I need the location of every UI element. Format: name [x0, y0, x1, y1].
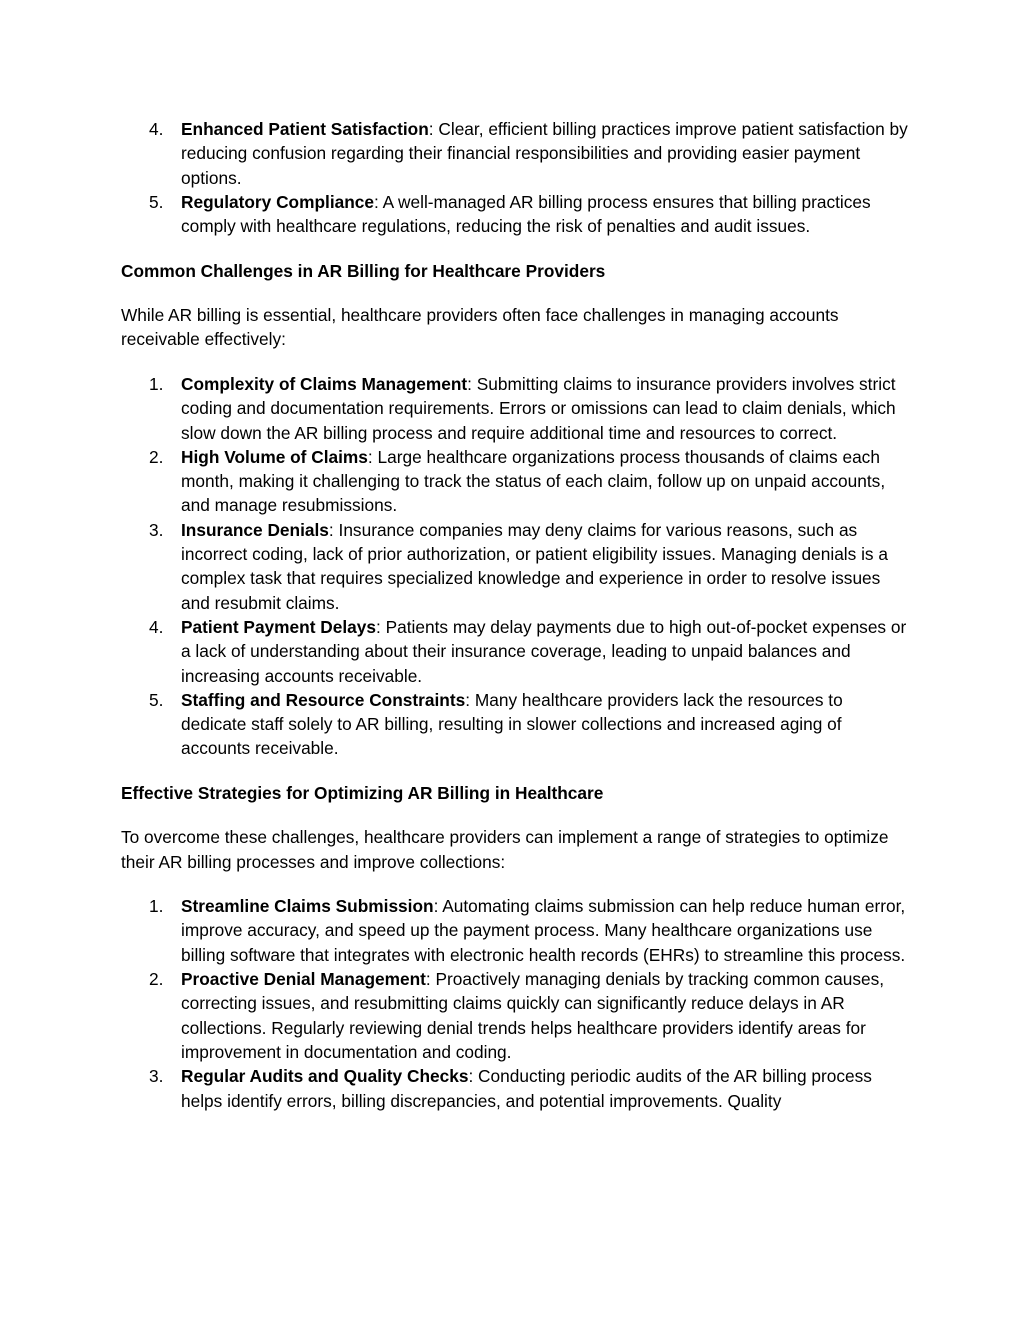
- strategies-intro: To overcome these challenges, healthcare providers can implement a range of strategies to optimize their AR billing processes and improve collections:: [121, 827, 889, 872]
- challenges-intro: While AR billing is essential, healthcare providers often face challenges in managing accounts receivable effectively:: [121, 305, 839, 350]
- document-page: [121, 117, 911, 1113]
- section-heading-challenges: Common Challenges in AR Billing for Healthcare Providers: [121, 260, 606, 281]
- list-text: : A well-managed AR billing process ensures that billing practices comply with healthcare regulations, reducing the risk of penalties and audit issues.: [181, 191, 871, 237]
- list-number: 1.: [149, 896, 164, 917]
- list-text: : Insurance companies may deny claims for various reasons, such as incorrect coding, lack of prior authorization, or patient eligibility issues. Managing denials is a complex task that requires specialized knowledge and experience in order to resolve issues and resubmit claims.: [181, 519, 888, 613]
- list-number: 5.: [149, 191, 164, 212]
- list-text: : Patients may delay payments due to high out-of-pocket expenses or a lack of understanding about their insurance coverage, leading to unpaid balances and increasing accounts receivable.: [181, 616, 907, 686]
- list-number: 4.: [149, 119, 164, 139]
- list-term: Enhanced Patient Satisfaction: [181, 119, 429, 139]
- list-item: [121, 967, 911, 1064]
- list-term: Insurance Denials: [181, 519, 329, 540]
- list-text: : Conducting periodic audits of the AR billing process helps identify errors, billing discrepancies, and potential improvements. Quality: [181, 1066, 872, 1111]
- list-item: [121, 615, 911, 688]
- list-item: [121, 190, 911, 239]
- list-text: : Proactively managing denials by tracking common causes, correcting issues, and resubmitting claims quickly can significantly reduce delays in AR collections. Regularly reviewing denial trends helps healthcare providers identify areas for improvement in documentation and coding.: [181, 969, 885, 1062]
- list-number: 3.: [149, 519, 164, 540]
- strategies-list: [121, 894, 911, 1113]
- list-item: [121, 117, 911, 190]
- list-term: Staffing and Resource Constraints: [181, 689, 466, 710]
- list-text: : Many healthcare providers lack the resources to dedicate staff solely to AR billing, resulting in slower collections and increased aging of accounts receivable.: [181, 689, 843, 759]
- list-text: : Large healthcare organizations process thousands of claims each month, making it challenging to track the status of each claim, follow up on unpaid accounts, and manage resubmissions.: [181, 446, 886, 516]
- list-term: High Volume of Claims: [181, 446, 368, 467]
- list-item: [121, 518, 911, 615]
- list-term: Complexity of Claims Management: [181, 373, 468, 394]
- list-item: [121, 372, 911, 445]
- list-term: Regular Audits and Quality Checks: [181, 1066, 469, 1087]
- list-number: 2.: [149, 969, 164, 990]
- list-number: 3.: [149, 1066, 164, 1087]
- section-heading-strategies: Effective Strategies for Optimizing AR Billing in Healthcare: [121, 782, 604, 803]
- list-term: Patient Payment Delays: [181, 616, 376, 637]
- list-item: [121, 1064, 911, 1113]
- list-number: 5.: [149, 689, 164, 710]
- list-text: : Submitting claims to insurance providers involves strict coding and documentation requirements. Errors or omissions can lead to claim denials, which slow down the AR billing process and require additional time and resources to correct.: [181, 373, 896, 443]
- list-item: [121, 688, 911, 761]
- list-text: : Clear, efficient billing practices improve patient satisfaction by reducing confusion regarding their financial responsibilities and providing easier payment options.: [181, 119, 908, 188]
- list-term: Streamline Claims Submission: [181, 896, 434, 917]
- list-term: Proactive Denial Management: [181, 969, 426, 990]
- list-term: Regulatory Compliance: [181, 191, 375, 212]
- list-item: [121, 445, 911, 518]
- list-text: : Automating claims submission can help reduce human error, improve accuracy, and speed up the payment process. Many healthcare organizations use billing software that integrates with electronic health records (EHRs) to streamline this process.: [181, 896, 906, 965]
- list-number: 1.: [149, 373, 164, 394]
- list-item: [121, 894, 911, 967]
- benefits-list-continued: [121, 117, 911, 238]
- list-number: 4.: [149, 616, 164, 637]
- list-number: 2.: [149, 446, 164, 467]
- challenges-list: [121, 372, 911, 761]
